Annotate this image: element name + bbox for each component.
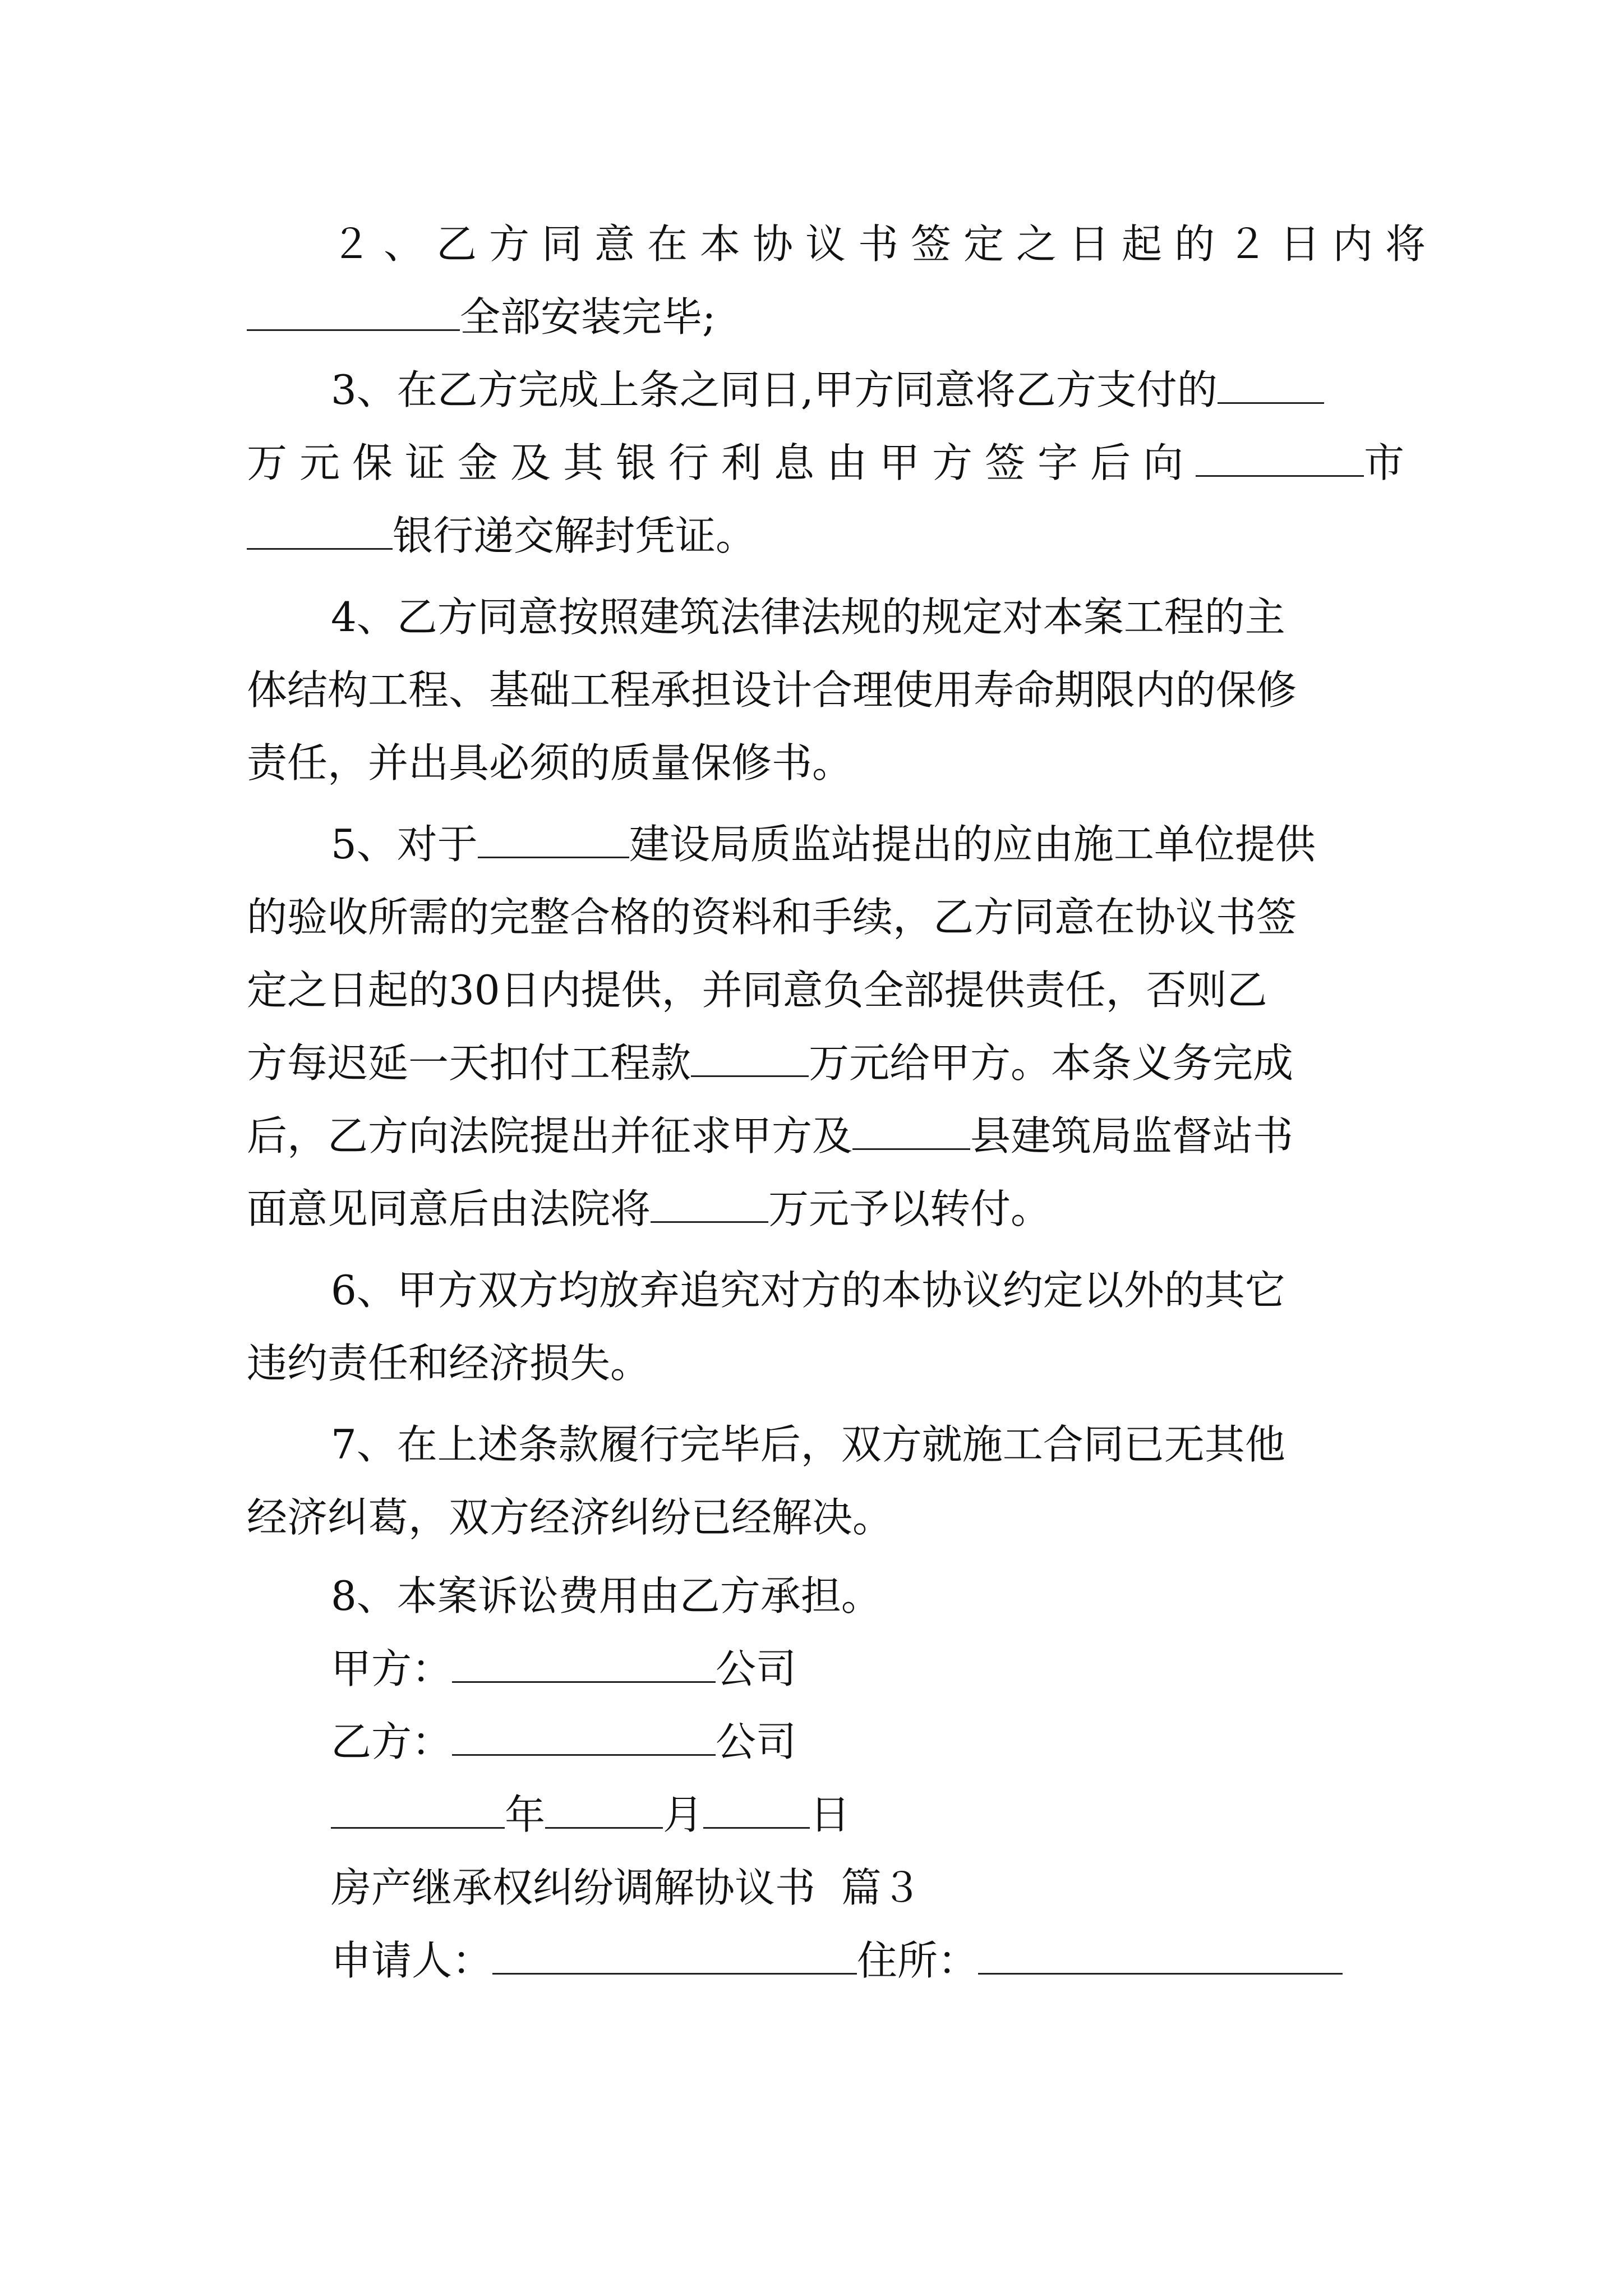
- clause-5-line-5: [247, 1105, 1380, 1167]
- text: 5、对于: [331, 821, 478, 868]
- text: 体结构工程、基础工程承担设计合理使用寿命期限内的保修: [247, 666, 1297, 714]
- clause-6-line-2: [247, 1332, 1380, 1394]
- clause-3-line-2: [247, 432, 1417, 494]
- month-blank[interactable]: [545, 1788, 663, 1829]
- clause-8-line: [331, 1565, 1380, 1627]
- text: 3、在乙方完成上条之同日,甲方同意将乙方支付的: [331, 366, 1218, 413]
- text: 的验收所需的完整合格的资料和手续，乙方同意在协议书签: [247, 894, 1297, 941]
- text: 8、本案诉讼费用由乙方承担。: [331, 1572, 882, 1619]
- party-a-blank[interactable]: [452, 1642, 716, 1683]
- text: 6、甲方双方均放弃追究对方的本协议约定以外的其它: [331, 1267, 1285, 1314]
- applicant-blank[interactable]: [492, 1934, 857, 1975]
- blank-field[interactable]: [852, 1109, 970, 1150]
- day-label: 日: [810, 1791, 851, 1838]
- day-blank[interactable]: [703, 1788, 810, 1829]
- text: 建设局质监站提出的应由施工单位提供: [629, 821, 1316, 868]
- clause-4-line-1: [331, 586, 1380, 648]
- month-label: 月: [663, 1791, 704, 1838]
- blank-field[interactable]: [1218, 363, 1324, 404]
- text: 后，乙方向法院提出并征求甲方及: [247, 1112, 853, 1159]
- text: 公司: [716, 1718, 797, 1765]
- label: 甲方：: [331, 1645, 453, 1692]
- clause-5-line-6: [247, 1178, 1380, 1240]
- blank-field[interactable]: [1196, 436, 1364, 477]
- text: 违约责任和经济损失。: [247, 1340, 651, 1387]
- clause-2-line-2: [247, 286, 1380, 348]
- year-label: 年: [505, 1791, 546, 1838]
- text: 银行递交解封凭证。: [393, 512, 757, 559]
- heading-text: 房产继承权纠纷调解协议书 篇３: [331, 1864, 922, 1911]
- blank-field[interactable]: [478, 817, 629, 858]
- text: 市: [1364, 439, 1417, 486]
- clause-5-line-3: [247, 959, 1380, 1021]
- text: 万元保证金及其银行利息由甲方签字后向: [247, 439, 1196, 486]
- clause-4-line-2: [247, 659, 1380, 721]
- clause-7-line-1: [331, 1414, 1380, 1475]
- text: 4、乙方同意按照建筑法律法规的规定对本案工程的主: [331, 593, 1285, 641]
- blank-field[interactable]: [691, 1036, 809, 1077]
- text: 责任，并出具必须的质量保修书。: [247, 739, 853, 786]
- clause-2-line-1: [331, 213, 1438, 275]
- clause-5-line-2: [247, 886, 1380, 948]
- clause-3-line-1: [331, 359, 1380, 421]
- text: 方每迟延一天扣付工程款: [247, 1039, 691, 1087]
- clause-5-line-1: [331, 813, 1380, 875]
- party-b-signature: [331, 1711, 1380, 1773]
- text: 经济纠葛，双方经济纠纷已经解决。: [247, 1494, 893, 1541]
- text: 面意见同意后由法院将: [247, 1185, 651, 1232]
- applicant-line: [331, 1930, 1380, 1991]
- text: 定之日起的30日内提供，并同意负全部提供责任，否则乙: [247, 967, 1267, 1014]
- label: 乙方：: [331, 1718, 453, 1765]
- blank-field[interactable]: [651, 1182, 768, 1223]
- clause-4-line-3: [247, 732, 1380, 794]
- clause-3-line-3: [247, 505, 1380, 567]
- residence-blank[interactable]: [978, 1934, 1343, 1975]
- text: 万元给甲方。本条义务完成: [809, 1039, 1294, 1087]
- text: 7、在上述条款履行完毕后，双方就施工合同已无其他: [331, 1421, 1285, 1468]
- clause-5-line-4: [247, 1032, 1380, 1094]
- text: ２、乙方同意在本协议书签定之日起的２日内将: [331, 220, 1438, 268]
- text: 万元予以转付。: [768, 1185, 1052, 1232]
- text: 公司: [716, 1645, 797, 1692]
- clause-7-line-2: [247, 1487, 1380, 1548]
- text: 全部安装完毕;: [460, 293, 716, 341]
- blank-field[interactable]: [247, 290, 460, 331]
- year-blank[interactable]: [331, 1788, 505, 1829]
- party-b-blank[interactable]: [452, 1715, 716, 1756]
- text: 县建筑局监督站书: [970, 1112, 1294, 1159]
- clause-6-line-1: [331, 1259, 1380, 1321]
- party-a-signature: [331, 1638, 1380, 1700]
- date-line: [331, 1784, 1380, 1846]
- residence-label: 住所：: [857, 1937, 979, 1984]
- section-heading: [331, 1857, 1380, 1918]
- blank-field[interactable]: [247, 509, 393, 550]
- applicant-label: 申请人：: [331, 1937, 493, 1984]
